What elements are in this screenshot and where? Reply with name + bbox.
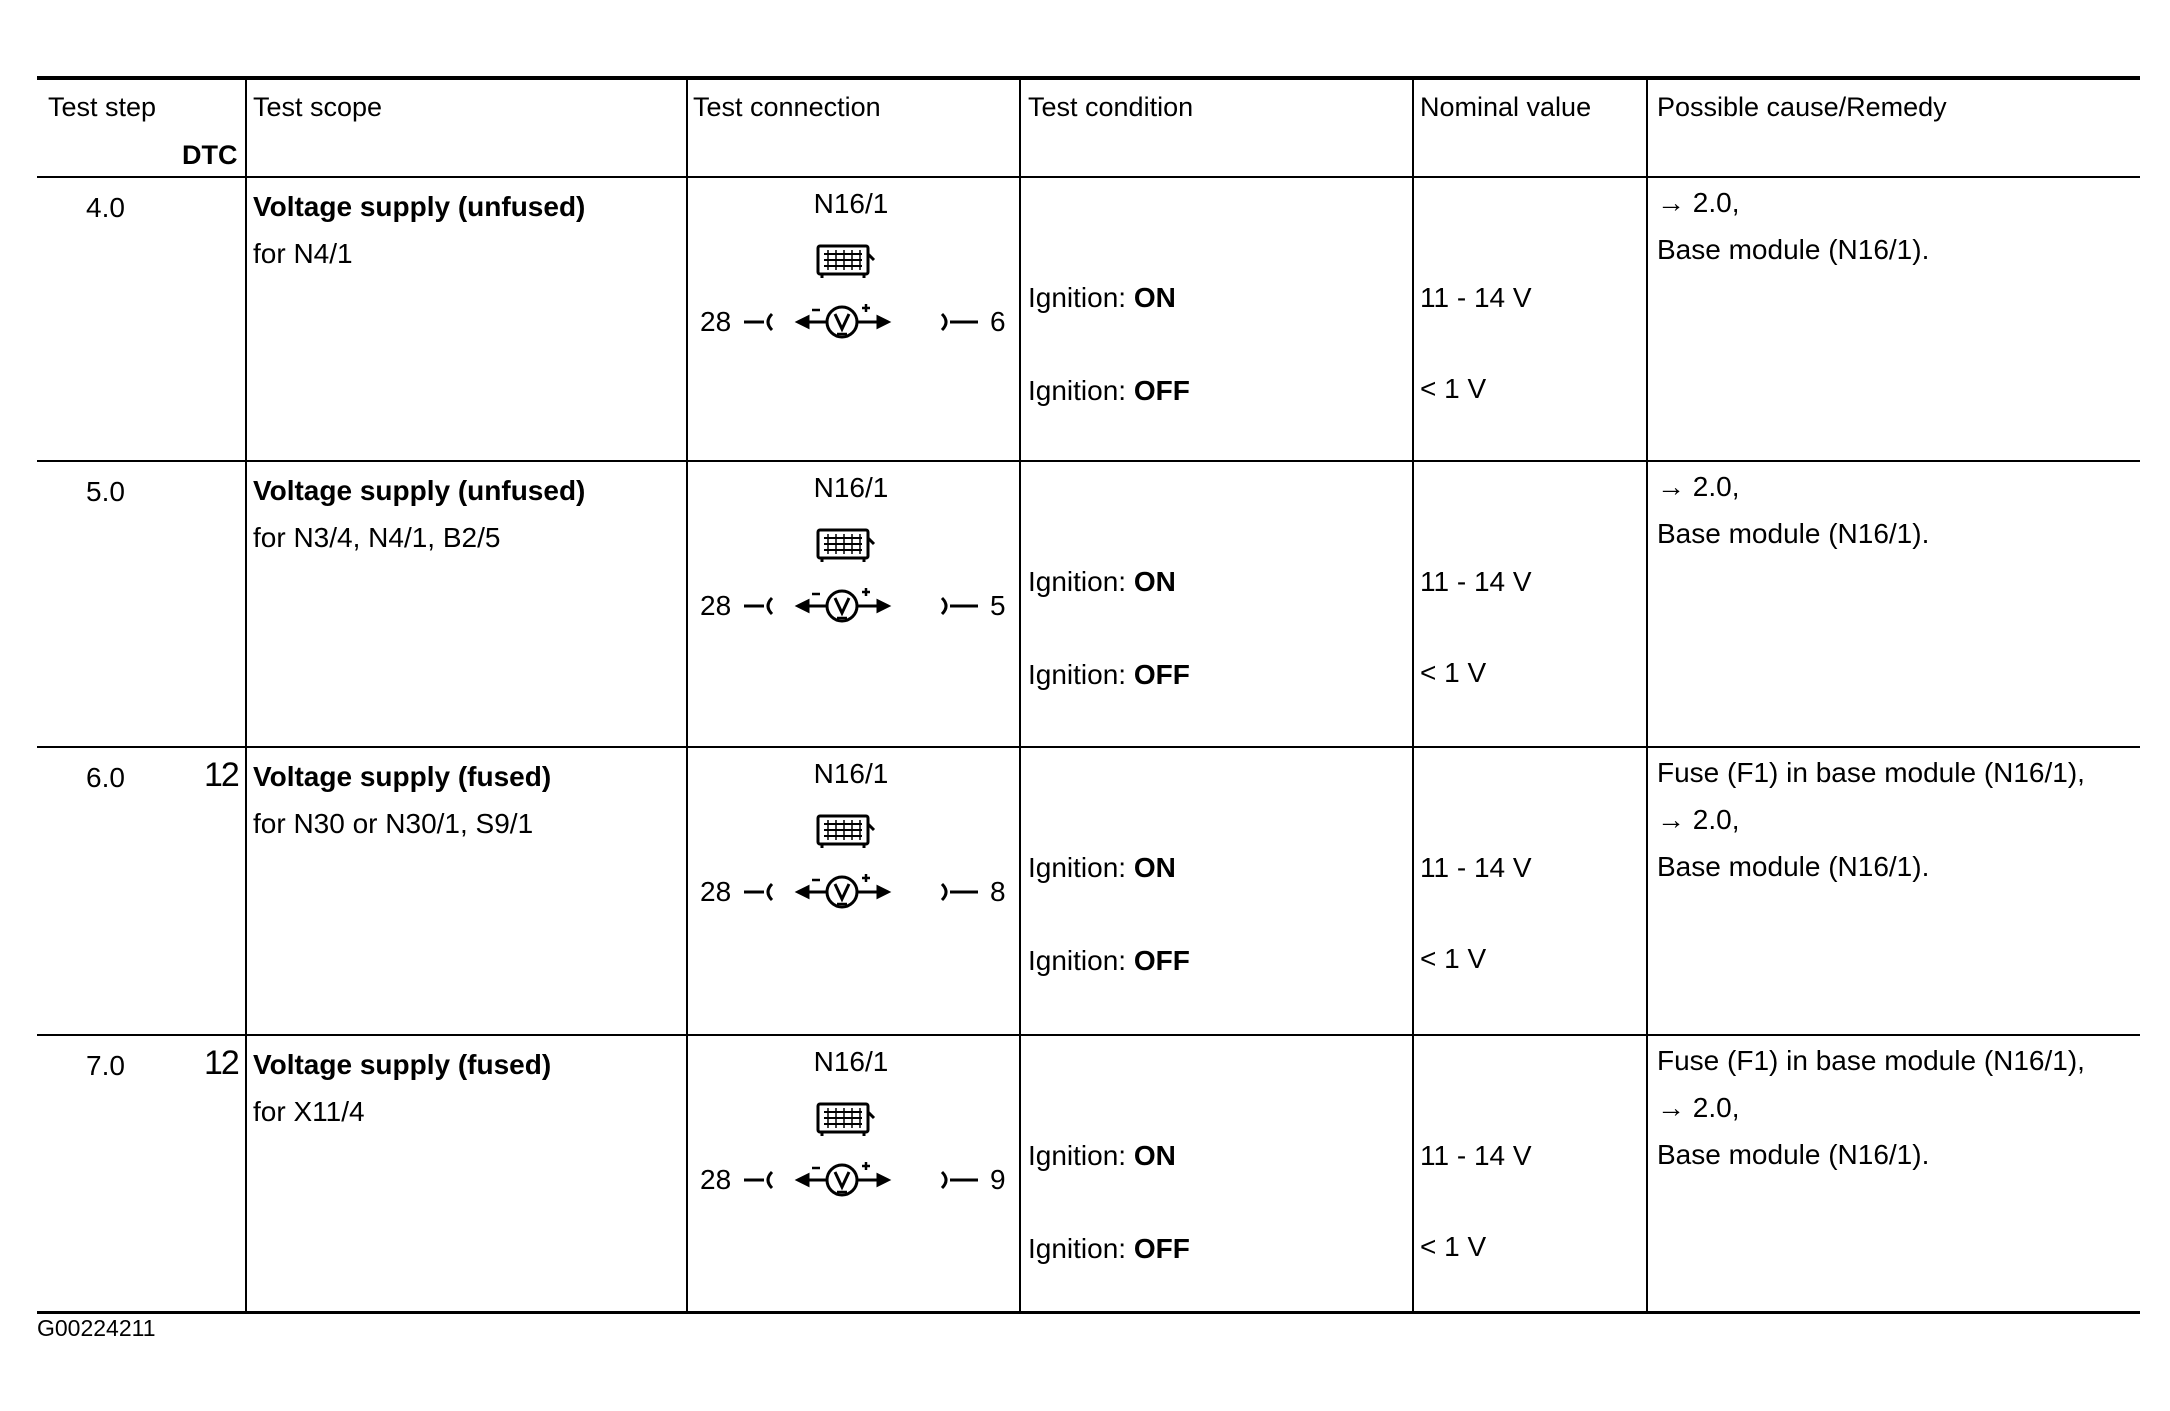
nominal-value-on: 11 - 14 V <box>1420 1140 1532 1171</box>
test-step-number: 4.0 <box>86 192 125 223</box>
condition-label: Ignition: <box>1028 945 1134 976</box>
test-step-number: 7.0 <box>86 1050 125 1081</box>
condition-ignition-off <box>1028 1232 1190 1266</box>
voltmeter-connection-diagram <box>716 512 1016 632</box>
test-scope-title: Voltage supply (unfused) <box>253 475 586 506</box>
column-divider <box>245 78 247 1314</box>
remedy-line: Fuse (F1) in base module (N16/1), <box>1657 1045 2085 1076</box>
probe-right-icon <box>942 314 978 330</box>
header-test-condition: Test condition <box>1028 92 1194 122</box>
dtc-code: 12 <box>204 756 238 794</box>
remedy-line: Base module (N16/1). <box>1657 851 1930 882</box>
condition-label: Ignition: <box>1028 659 1134 690</box>
condition-state-off: OFF <box>1133 659 1190 690</box>
nominal-value-on: 11 - 14 V <box>1420 282 1532 313</box>
condition-label: Ignition: <box>1028 852 1134 883</box>
pin-right: 6 <box>990 306 1006 337</box>
test-scope-detail: for X11/4 <box>253 1096 365 1127</box>
condition-state-on: ON <box>1133 282 1176 313</box>
condition-ignition-on <box>1028 281 1176 315</box>
column-divider <box>1019 78 1021 1314</box>
test-step-number: 5.0 <box>86 476 125 507</box>
column-divider <box>1412 78 1414 1314</box>
condition-state-on: ON <box>1133 852 1176 883</box>
voltmeter-icon <box>798 304 888 337</box>
test-step-number: 6.0 <box>86 762 125 793</box>
remedy-line: Base module (N16/1). <box>1657 234 1930 265</box>
test-scope-title: Voltage supply (fused) <box>253 1049 552 1080</box>
condition-ignition-on <box>1028 851 1176 885</box>
condition-state-on: ON <box>1133 1140 1176 1171</box>
probe-left-icon <box>744 598 772 614</box>
connector-label: N16/1 <box>813 1046 889 1077</box>
voltmeter-connection-diagram <box>716 228 1016 348</box>
connector-module-icon <box>818 530 874 562</box>
header-test-connection: Test connection <box>693 92 881 122</box>
connector-module-icon <box>818 1104 874 1136</box>
test-scope-detail: for N4/1 <box>253 238 353 269</box>
table-top-rule <box>37 76 2140 80</box>
condition-ignition-on <box>1028 565 1176 599</box>
row-divider <box>37 746 2140 748</box>
row-divider <box>37 1034 2140 1036</box>
connector-module-icon <box>818 816 874 848</box>
pin-left: 28 <box>700 306 732 337</box>
header-nominal-value: Nominal value <box>1420 92 1592 122</box>
connector-module-icon <box>818 246 874 278</box>
figure-id: G00224211 <box>37 1315 156 1341</box>
pin-left: 28 <box>700 590 732 621</box>
test-scope-title: Voltage supply (unfused) <box>253 191 586 222</box>
voltmeter-icon <box>798 588 888 621</box>
test-scope-title: Voltage supply (fused) <box>253 761 552 792</box>
remedy-line: → 2.0, <box>1657 804 1740 835</box>
pin-right: 9 <box>990 1164 1006 1195</box>
header-bottom-rule <box>37 176 2140 178</box>
condition-label: Ignition: <box>1028 566 1134 597</box>
nominal-value-off: < 1 V <box>1420 373 1487 404</box>
condition-state-on: ON <box>1133 566 1176 597</box>
test-scope-detail: for N30 or N30/1, S9/1 <box>253 808 534 839</box>
condition-label: Ignition: <box>1028 375 1134 406</box>
pin-left: 28 <box>700 876 732 907</box>
probe-left-icon <box>744 314 772 330</box>
connector-label: N16/1 <box>813 758 889 789</box>
condition-ignition-off <box>1028 658 1190 692</box>
header-dtc: DTC <box>182 140 238 170</box>
probe-left-icon <box>744 1172 772 1188</box>
header-possible-cause: Possible cause/Remedy <box>1657 92 1947 122</box>
condition-state-off: OFF <box>1133 945 1190 976</box>
pin-right: 5 <box>990 590 1006 621</box>
row-divider <box>37 460 2140 462</box>
condition-label: Ignition: <box>1028 282 1134 313</box>
column-divider <box>1646 78 1648 1314</box>
condition-ignition-off <box>1028 944 1190 978</box>
condition-ignition-off <box>1028 374 1190 408</box>
probe-right-icon <box>942 884 978 900</box>
nominal-value-on: 11 - 14 V <box>1420 566 1532 597</box>
test-scope-detail: for N3/4, N4/1, B2/5 <box>253 522 501 553</box>
nominal-value-on: 11 - 14 V <box>1420 852 1532 883</box>
remedy-line: Base module (N16/1). <box>1657 1139 1930 1170</box>
remedy-line: → 2.0, <box>1657 471 1740 502</box>
remedy-line: Fuse (F1) in base module (N16/1), <box>1657 757 2085 788</box>
table-bottom-rule <box>37 1311 2140 1314</box>
condition-label: Ignition: <box>1028 1233 1134 1264</box>
connector-label: N16/1 <box>813 472 889 503</box>
pin-left: 28 <box>700 1164 732 1195</box>
probe-right-icon <box>942 598 978 614</box>
condition-label: Ignition: <box>1028 1140 1134 1171</box>
header-test-step: Test step <box>48 92 157 122</box>
remedy-line: → 2.0, <box>1657 187 1740 218</box>
voltmeter-connection-diagram <box>716 798 1016 918</box>
condition-state-off: OFF <box>1133 375 1190 406</box>
condition-state-off: OFF <box>1133 1233 1190 1264</box>
dtc-code: 12 <box>204 1044 238 1082</box>
nominal-value-off: < 1 V <box>1420 943 1487 974</box>
probe-left-icon <box>744 884 772 900</box>
condition-ignition-on <box>1028 1139 1176 1173</box>
connector-label: N16/1 <box>813 188 889 219</box>
nominal-value-off: < 1 V <box>1420 657 1487 688</box>
header-test-scope: Test scope <box>253 92 383 122</box>
pin-right: 8 <box>990 876 1006 907</box>
remedy-line: Base module (N16/1). <box>1657 518 1930 549</box>
remedy-line: → 2.0, <box>1657 1092 1740 1123</box>
voltmeter-connection-diagram <box>716 1086 1016 1206</box>
column-divider <box>686 78 688 1314</box>
nominal-value-off: < 1 V <box>1420 1231 1487 1262</box>
voltmeter-icon <box>798 874 888 907</box>
voltmeter-icon <box>798 1162 888 1195</box>
probe-right-icon <box>942 1172 978 1188</box>
